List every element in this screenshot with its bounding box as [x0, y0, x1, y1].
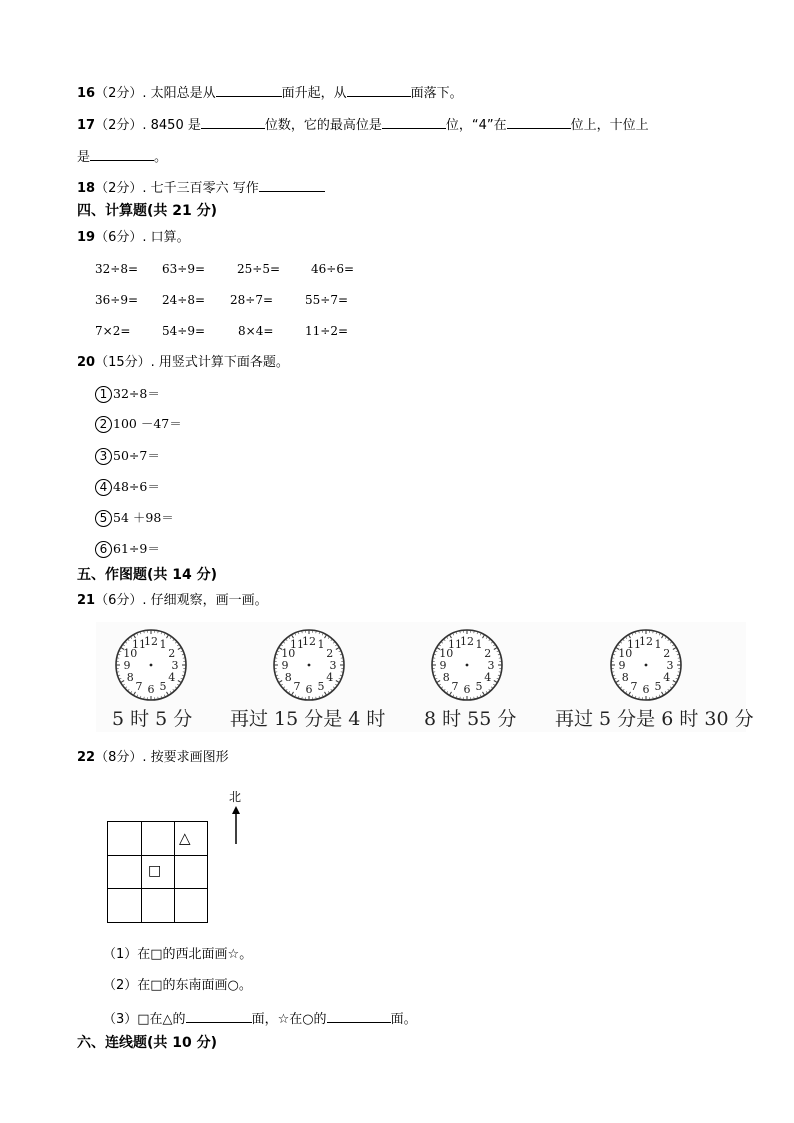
clock-number: 7 [135, 679, 143, 693]
clock-face[interactable] [112, 627, 190, 703]
mental-math-item: 28÷7= [230, 293, 274, 307]
grid-cell[interactable] [107, 821, 142, 856]
mental-math-item: 55÷7= [305, 293, 349, 307]
mental-math-item: 32÷8= [95, 262, 139, 276]
question-17-continued [77, 146, 167, 167]
vertical-calc-item [95, 478, 160, 497]
question-score: （8分） [95, 750, 143, 765]
clock-number: 1 [654, 638, 662, 652]
sub-question-1: （1）在□的西北面画☆。 [103, 947, 253, 962]
grid-cell[interactable] [174, 855, 208, 889]
circled-number: 6 [95, 541, 112, 558]
clock-number: 9 [281, 659, 289, 672]
grid-cell[interactable] [141, 888, 175, 923]
question-score: （6分） [95, 593, 143, 608]
clock-number: 8 [126, 671, 134, 684]
clock-number: 11 [290, 638, 304, 652]
question-score: （2分） [95, 181, 143, 196]
clock-number: 4 [326, 671, 334, 684]
clock-number: 2 [168, 647, 176, 660]
clock-number: 5 [159, 679, 167, 693]
clock-number: 9 [123, 659, 131, 672]
clock-number: 12 [460, 635, 474, 648]
clock-number: 11 [132, 638, 146, 652]
calc-expression: 48÷6＝ [113, 479, 160, 494]
clock-icon [112, 627, 190, 703]
clock-number: 10 [123, 647, 138, 660]
question-21 [77, 592, 268, 610]
answer-blank[interactable] [216, 82, 282, 97]
clock-number: 12 [144, 635, 158, 648]
clock-number: 10 [618, 647, 633, 660]
clock-number: 3 [487, 659, 495, 672]
clock-caption: 再过 5 分是 6 时 30 分 [555, 708, 754, 730]
clock-number: 10 [281, 647, 296, 660]
question-number: 19 [77, 230, 96, 245]
question-text: . 仔细观察，画一画。 [142, 593, 268, 608]
question-number: 22 [77, 750, 96, 765]
question-score: （2分） [95, 118, 143, 133]
square-shape: □ [148, 863, 162, 879]
mental-math-item: 8×4= [238, 324, 274, 338]
question-number: 16 [77, 86, 96, 101]
sub-question-2: （2）在□的东南面画○。 [103, 978, 252, 993]
calc-expression: 100 －47＝ [113, 416, 182, 431]
north-arrow-icon [230, 806, 242, 846]
clock-face[interactable] [607, 627, 685, 703]
question-text: 位数，它的最高位是 [264, 118, 382, 133]
question-score: （6分） [95, 230, 143, 245]
grid-cell[interactable] [107, 855, 142, 889]
grid-cell[interactable] [174, 821, 208, 856]
grid-cell[interactable] [107, 888, 142, 923]
sub-question-3 [103, 1008, 417, 1029]
grid-cell[interactable] [141, 821, 175, 856]
section-heading: 六、连线题(共 10 分) [77, 1035, 218, 1051]
clock-number: 6 [147, 683, 155, 696]
circled-number: 2 [95, 416, 112, 433]
clock-number: 5 [654, 679, 662, 693]
question-text: . 按要求画图形 [142, 750, 229, 765]
clock-caption: 再过 15 分是 4 时 [230, 708, 386, 730]
answer-blank[interactable] [259, 177, 325, 192]
section-heading: 五、作图题(共 14 分) [77, 567, 218, 583]
mental-math-item: 46÷6= [311, 262, 355, 276]
clock-icon [270, 627, 348, 703]
clock-number: 10 [439, 647, 454, 660]
clock-face[interactable] [270, 627, 348, 703]
clock-number: 4 [484, 671, 492, 684]
question-20 [77, 354, 289, 372]
mental-math-item: 36÷9= [95, 293, 139, 307]
clock-number: 9 [618, 659, 626, 672]
question-18 [77, 177, 325, 198]
mental-math-item: 7×2= [95, 324, 131, 338]
question-number: 17 [77, 118, 96, 133]
mental-math-item: 63÷9= [162, 262, 206, 276]
answer-blank[interactable] [507, 114, 571, 129]
clock-number: 1 [317, 638, 325, 652]
clock-center-dot [308, 664, 311, 667]
answer-blank[interactable] [347, 82, 411, 97]
question-score: （15分） [95, 355, 151, 370]
clock-number: 3 [171, 659, 179, 672]
circled-number: 5 [95, 510, 112, 527]
clock-number: 1 [159, 638, 167, 652]
clock-number: 3 [329, 659, 337, 672]
question-number: 18 [77, 181, 96, 196]
vertical-calc-item [95, 385, 160, 404]
clock-number: 5 [317, 679, 325, 693]
mental-math-item: 11÷2= [305, 324, 349, 338]
mental-math-item: 24÷8= [162, 293, 206, 307]
question-text: 面。 [390, 1012, 417, 1027]
question-number: 21 [77, 593, 96, 608]
clock-center-dot [466, 664, 469, 667]
question-text: 面，☆在○的 [251, 1012, 327, 1027]
clock-number: 8 [442, 671, 450, 684]
question-text: 是 [77, 150, 91, 165]
calc-expression: 61÷9＝ [113, 541, 160, 556]
question-text: 面落下。 [410, 86, 463, 101]
clock-number: 2 [663, 647, 671, 660]
clock-number: 4 [663, 671, 671, 684]
clock-number: 7 [630, 679, 638, 693]
question-text: . 8450 是 [142, 118, 201, 133]
mental-math-item: 54÷9= [162, 324, 206, 338]
clock-caption: 5 时 5 分 [112, 708, 193, 730]
question-text: 位上，十位上 [570, 118, 649, 133]
clock-number: 1 [475, 638, 483, 652]
calc-expression: 32÷8＝ [113, 386, 160, 401]
clock-face[interactable] [428, 627, 506, 703]
clock-center-dot [150, 664, 153, 667]
triangle-shape: △ [179, 829, 191, 847]
clock-number: 3 [666, 659, 674, 672]
section-heading: 四、计算题(共 21 分) [77, 203, 218, 219]
clock-number: 7 [451, 679, 459, 693]
circled-number: 3 [95, 448, 112, 465]
clock-icon [607, 627, 685, 703]
clock-icon [428, 627, 506, 703]
grid-cell[interactable] [141, 855, 175, 889]
calc-expression: 50÷7＝ [113, 448, 160, 463]
question-score: （2分） [95, 86, 143, 101]
vertical-calc-item [95, 540, 160, 559]
mental-math-item: 25÷5= [237, 262, 281, 276]
question-text: . 太阳总是从 [142, 86, 216, 101]
question-number: 20 [77, 355, 96, 370]
question-text: 面升起，从 [281, 86, 347, 101]
question-text: . 口算。 [142, 230, 190, 245]
clock-number: 2 [326, 647, 334, 660]
clock-number: 11 [627, 638, 641, 652]
question-text: （3）□在△的 [103, 1012, 186, 1027]
clock-number: 4 [168, 671, 176, 684]
answer-blank[interactable] [327, 1008, 391, 1023]
north-label: 北 [229, 790, 242, 804]
question-text: 位，“4”在 [445, 118, 507, 133]
question-text: . 用竖式计算下面各题。 [150, 355, 289, 370]
question-19 [77, 229, 190, 247]
direction-grid[interactable] [107, 821, 208, 923]
question-17 [77, 114, 649, 135]
question-16 [77, 82, 463, 103]
circled-number: 4 [95, 479, 112, 496]
answer-blank[interactable] [382, 114, 446, 129]
clock-number: 6 [305, 683, 313, 696]
vertical-calc-item [95, 447, 160, 466]
clock-number: 12 [302, 635, 316, 648]
clock-number: 12 [639, 635, 653, 648]
vertical-calc-item [95, 509, 174, 528]
clock-number: 6 [463, 683, 471, 696]
clock-number: 7 [293, 679, 301, 693]
clock-center-dot [645, 664, 648, 667]
question-text: . 七千三百零六 写作 [142, 181, 259, 196]
clock-number: 8 [284, 671, 292, 684]
answer-blank[interactable] [90, 146, 154, 161]
clock-caption: 8 时 55 分 [424, 708, 517, 730]
question-22 [77, 749, 229, 767]
circled-number: 1 [95, 386, 112, 403]
answer-blank[interactable] [186, 1008, 252, 1023]
clock-number: 6 [642, 683, 650, 696]
grid-cell[interactable] [174, 888, 208, 923]
clock-number: 8 [621, 671, 629, 684]
answer-blank[interactable] [201, 114, 265, 129]
question-text: 。 [154, 150, 168, 165]
clock-number: 9 [439, 659, 447, 672]
clock-number: 11 [448, 638, 462, 652]
clock-number: 2 [484, 647, 492, 660]
vertical-calc-item [95, 415, 182, 434]
calc-expression: 54 ＋98＝ [113, 510, 174, 525]
clock-number: 5 [475, 679, 483, 693]
